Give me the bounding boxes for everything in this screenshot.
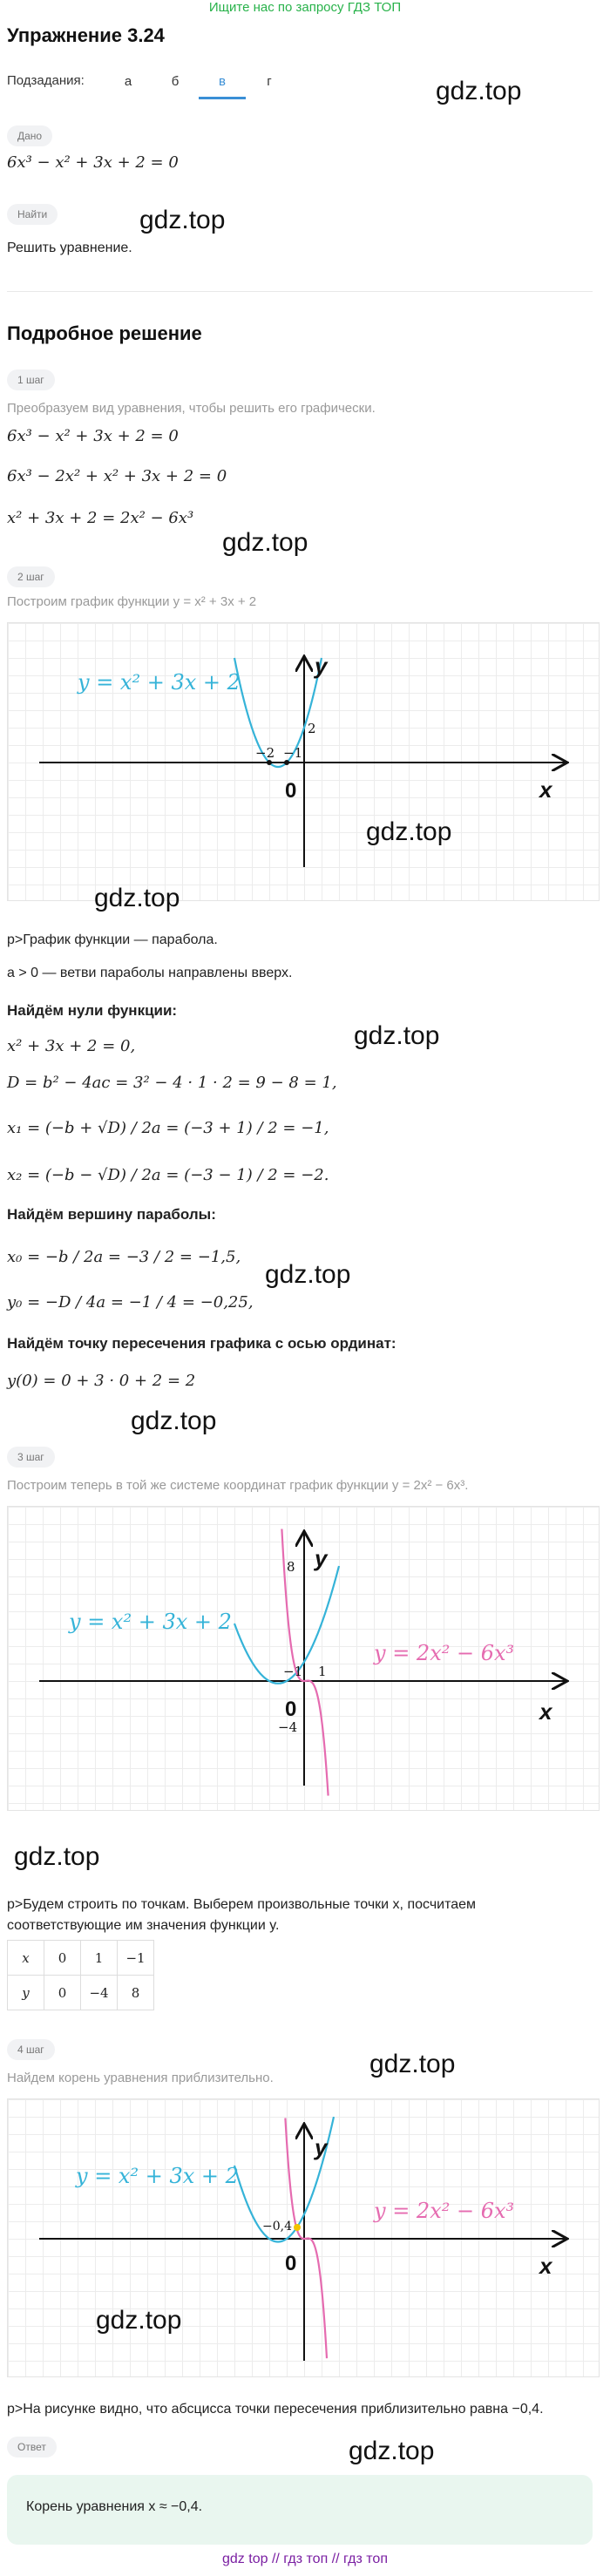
watermark: gdz.top	[436, 77, 522, 105]
step1-line: 6x³ − 2x² + x² + 3x + 2 = 0	[7, 467, 227, 485]
given-tag: Дано	[7, 125, 52, 146]
curve-label: y = 2x² − 6x³	[374, 2199, 515, 2223]
answer-box	[7, 2475, 593, 2545]
watermark: gdz.top	[354, 1021, 440, 1050]
x-axis-label: x	[539, 1698, 552, 1725]
values-table	[7, 1940, 154, 2010]
page-title: Упражнение 3.24	[7, 24, 165, 46]
divider	[7, 291, 593, 292]
watermark: gdz.top	[139, 206, 226, 234]
x-axis-label: x	[539, 2253, 552, 2279]
step2-tag: 2 шаг	[7, 566, 55, 587]
graph-root-svg	[8, 2099, 600, 2378]
curve-label: y = x² + 3x + 2	[76, 2164, 239, 2188]
step4-tag: 4 шаг	[7, 2039, 55, 2060]
footer-link[interactable]: гдз топ	[343, 2552, 388, 2566]
table-cell: −4	[81, 1976, 118, 2010]
footer-link[interactable]: гдз топ	[283, 2552, 329, 2566]
origin-label: 0	[285, 2252, 297, 2275]
tick-label: −0,4	[262, 2220, 292, 2234]
graph-parabola	[7, 622, 600, 901]
curve-label: y = 2x² − 6x³	[374, 1641, 515, 1665]
x-axis-label: x	[539, 776, 552, 803]
table-cell: 8	[118, 1976, 154, 2010]
footer-separator: //	[331, 2552, 340, 2566]
given-equation: 6x³ − x² + 3x + 2 = 0	[7, 153, 179, 172]
watermark: gdz.top	[349, 2437, 435, 2465]
origin-label: 0	[285, 1698, 297, 1721]
table-row	[8, 1941, 154, 1976]
step1-tag: 1 шаг	[7, 369, 55, 390]
watermark: gdz.top	[265, 1260, 351, 1289]
table-cell: 0	[44, 1976, 81, 2010]
footer-link[interactable]: gdz top	[222, 2552, 268, 2566]
watermark: gdz.top	[366, 817, 452, 846]
tick-label: 1	[318, 1664, 327, 1679]
step3-text2: p>Будем строить по точкам. Выберем произвольные точки x, посчитаем соответствующие им значения функции y.	[7, 1897, 477, 1933]
step2-line: Найдём точку пересечения графика с осью ординат:	[7, 1335, 396, 1352]
answer-text: Корень уравнения x ≈ −0,4.	[26, 2499, 203, 2514]
parabola-curve	[234, 658, 322, 767]
tab-a[interactable]: а	[124, 74, 132, 89]
y-axis-label: y	[315, 2134, 328, 2160]
step4-text: Найдем корень уравнения приблизительно.	[7, 2071, 274, 2085]
watermark: gdz.top	[369, 2050, 456, 2078]
step2-line: D = b² − 4ac = 3² − 4 · 1 · 2 = 9 − 8 = 1,	[7, 1074, 337, 1092]
step2-line: x² + 3x + 2 = 0,	[7, 1037, 136, 1055]
subtasks-label: Подзадания:	[7, 73, 85, 88]
find-tag: Найти	[7, 204, 58, 225]
graph-parabola-svg	[8, 623, 600, 902]
watermark: gdz.top	[14, 1842, 100, 1871]
tick-label: −1	[283, 1664, 303, 1679]
step2-line: Найдём нули функции:	[7, 1002, 178, 1019]
tick-label: 8	[287, 1559, 295, 1575]
table-cell: x	[8, 1941, 44, 1976]
answer-tag: Ответ	[7, 2437, 57, 2457]
table-cell: y	[8, 1976, 44, 2010]
step1-line: x² + 3x + 2 = 2x² − 6x³	[7, 509, 194, 527]
step2-line: p>График функции — парабола.	[7, 932, 218, 947]
intersection-point	[294, 2224, 301, 2231]
step2-line: x₂ = (−b − √D) / 2a = (−3 − 1) / 2 = −2.	[7, 1166, 329, 1184]
solution-title: Подробное решение	[7, 322, 202, 344]
step2-line: a > 0 — ветви параболы направлены вверх.	[7, 966, 293, 980]
tab-b[interactable]: б	[171, 74, 180, 89]
curve-label: y = x² + 3x + 2	[69, 1610, 232, 1634]
step3-tag: 3 шаг	[7, 1447, 55, 1468]
table-cell: −1	[118, 1941, 154, 1976]
subtask-tabs	[105, 64, 293, 99]
y-axis-label: y	[315, 653, 328, 679]
find-text: Решить уравнение.	[7, 241, 132, 255]
search-banner: Ищите нас по запросу ГДЗ ТОП	[208, 0, 402, 15]
table-cell: 0	[44, 1941, 81, 1976]
step1-line: 6x³ − x² + 3x + 2 = 0	[7, 427, 179, 445]
table-row	[8, 1976, 154, 2010]
table-cell: 1	[81, 1941, 118, 1976]
step2-line: Найдём вершину параболы:	[7, 1206, 216, 1223]
graph-two-curves	[7, 1506, 600, 1811]
footer-separator: //	[271, 2552, 280, 2566]
step3-text: Построим теперь в той же системе координат график функции y = 2x² − 6x³.	[7, 1478, 469, 1493]
step2-text: Построим график функции y = x² + 3x + 2	[7, 594, 257, 609]
tick-label: 2	[308, 721, 316, 736]
graph-two-curves-svg	[8, 1507, 600, 1812]
step4-text2: p>На рисунке видно, что абсцисса точки пересечения приблизительно равна −0,4.	[7, 2402, 544, 2417]
watermark: gdz.top	[94, 884, 180, 912]
step2-line: y₀ = −D / 4a = −1 / 4 = −0,25,	[7, 1293, 254, 1312]
step2-line: y(0) = 0 + 3 · 0 + 2 = 2	[7, 1372, 196, 1390]
y-axis-label: y	[315, 1545, 328, 1571]
step1-text: Преобразуем вид уравнения, чтобы решить его графически.	[7, 401, 376, 416]
watermark: gdz.top	[96, 2306, 182, 2335]
step2-line: x₀ = −b / 2a = −3 / 2 = −1,5,	[7, 1248, 241, 1266]
tick-label: −4	[278, 1719, 298, 1735]
curve-label: y = x² + 3x + 2	[78, 670, 241, 695]
watermark: gdz.top	[222, 528, 308, 557]
step2-line: x₁ = (−b + √D) / 2a = (−3 + 1) / 2 = −1,	[7, 1119, 329, 1137]
footer-links	[0, 2552, 610, 2567]
tick-label: −1	[283, 745, 303, 761]
origin-label: 0	[285, 779, 297, 803]
tab-g[interactable]: г	[267, 74, 272, 89]
watermark: gdz.top	[131, 1407, 217, 1435]
tab-v[interactable]: в	[199, 64, 246, 99]
tick-label: −2	[255, 745, 275, 761]
graph-root	[7, 2098, 600, 2377]
